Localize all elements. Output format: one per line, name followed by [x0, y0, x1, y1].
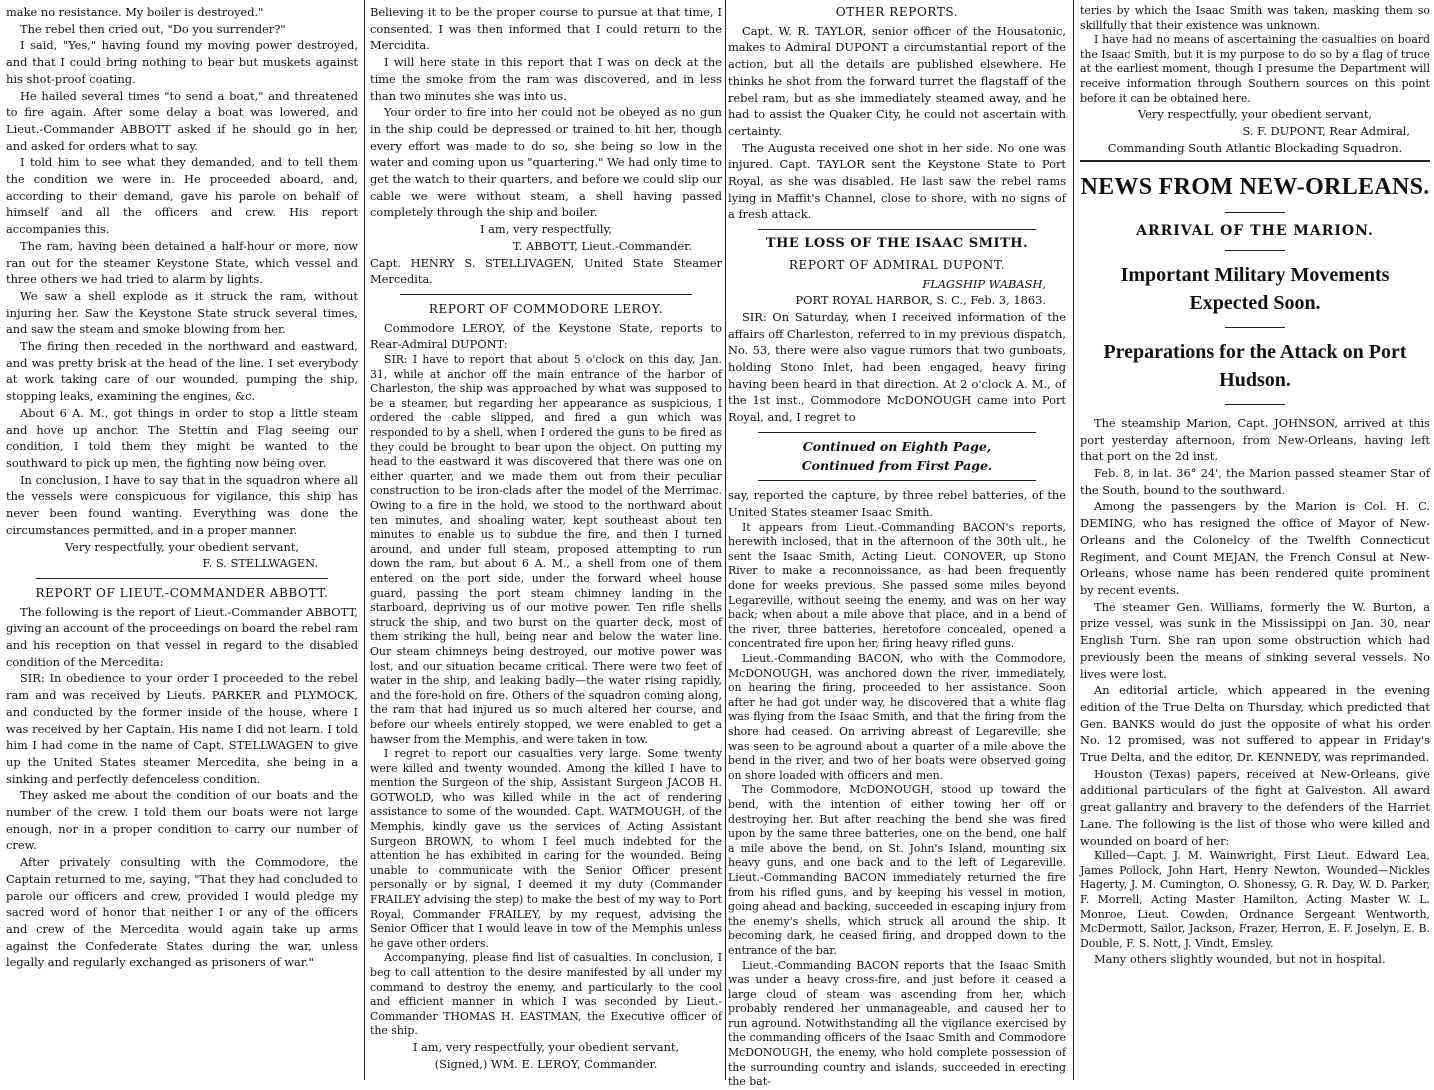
paragraph: I will here state in this report that I was on deck at the time the smoke from the ram was discovered, and in less than two minutes she was into us. [370, 55, 722, 103]
paragraph: He hailed several times "to send a boat," and threatened to fire again. After some delay a boat was lowered, and Lieut.-Commander ABBOTT asked if he should go in her, and asked for orders what to say. [6, 88, 358, 153]
paragraph: An editorial article, which appeared in the evening edition of the True Delta on Thursday, which predicted that Gen. BANKS would do just the opposite of what his order No. 12 promised, was not suffered to appear in Friday's True Delta, and the editor, Dr. KENNEDY, was reprimanded. [1080, 683, 1430, 765]
paragraph: The rebel then cried out, "Do you surrender?" [20, 21, 286, 36]
paragraph: Lieut.-Commanding BACON, who with the Commodore, McDONOUGH, was anchored down the river, immediately, on hearing the firing, proceeded to her assistance. Soon after he had got under way, he discovered that a white flag was flying from the Isaac Smith, and that the firing from the shore had ceased. On arriving abreast of Legareville, she was seen to be aground about a quarter of a mile above the bend in the river, and two of her boats were observed going on shore loaded with officers and men. [728, 652, 1066, 782]
section-divider [758, 229, 1036, 230]
paragraph: Many others slightly wounded, but not in hospital. [1094, 952, 1386, 967]
paragraph: I regret to report our casualties very large. Some twenty were killed and twenty wounded. Among the killed I have to mention the Surgeon of the ship, Assistant Surgeon JACOB H. GOTWOLD, who was killed while in the act of rendering assistance to some of the wounded. Capt. WATMOUGH, of the Memphis, kindly gave us the services of Acting Assistant Surgeon BROWN, to whom I feel much indebted for the attention he has exhibited in caring for the wounded. Being unable to communicate with the Senior Officer present personally or by signal, I deemed it my duty (Commander FRAILEY advising the step) to make the best of my way to Port Royal, Commander FRAILEY, by my request, advising the Senior Officer that I would leave in tow of the Memphis unless he gave other orders. [370, 747, 722, 950]
paragraph: They asked me about the condition of our boats and the number of the crew. I told them our boats were not large enough, nor in a proper condition to carry our number of crew. [6, 788, 358, 853]
closing-line: Very respectfully, your obedient servant, [64, 539, 300, 554]
paragraph: Commodore LEROY, of the Keystone State, reports to Rear-Admiral DUPONT: [370, 320, 722, 352]
section-divider [1225, 404, 1285, 405]
paragraph: The ram, having been detained a half-hour or more, now ran out for the steamer Keystone State, which vessel and three others we had tried to alarm by lights. [6, 238, 358, 287]
paragraph: Killed—Capt. J. M. Wainwright, First Lieut. Edward Lea, James Pollock, John Hart, Henry Newton. Wounded—Nickles Hagerty, J. M. Cumington, O. Shonessy, G. R. Day, W. D. Parker, F. Morrell, Acting Master Hamilton, Acting Master W. L. Monroe, Lieut. Cowden, Ordnance Sergeant Wentworth, McDermott, Sailor, Jackson, Frazer, Herron, E. F. Joselyn, E. B. Double, F. S. Nott, J. Vindt, Emsley. [1080, 849, 1430, 950]
paragraph: The firing then receded in the northward and eastward, and was pretty brisk at the head of the line. I set everybody at work taking care of our wounded, pumping the ship, stopping leaks, examining the engines, &c. [6, 339, 358, 404]
paragraph: Lieut.-Commanding BACON reports that the Isaac Smith was under a heavy cross-fire, and just before it ceased a large cloud of steam was ascending from her, which probably rendered her unmanageable, and caused her to run aground. Notwithstanding all the vigilance exercised by the commanding officers of the Isaac Smith and Commodore McDONOUGH, the enemy, who hold complete possession of the surrounding country and islands, succeeded in erecting the bat- [728, 958, 1066, 1089]
paragraph: I have had no means of ascertaining the casualties on board the Isaac Smith, but it is my purpose to do so by a flag of truce at the earliest moment, though I presume the Department will receive information through Southern sources on this point before it can be obtained here. [1080, 33, 1430, 105]
paragraph: About 6 A. M., got things in order to stop a little steam and hove up anchor. The Stettin and Flag seeing our condition, I told them they might be wanted to the southward to pick up men, the fighting now being over. [6, 405, 358, 470]
section-divider [758, 432, 1036, 433]
dateline: PORT ROYAL HARBOR, S. C., Feb. 3, 1863. [795, 293, 1046, 308]
paragraph: The following is the report of Lieut.-Commander ABBOTT, giving an account of the proceedings on board the rebel ram and his reception on that vessel in regard to the disabled condition of the Mercedita: [6, 604, 358, 669]
paragraph: The Commodore, McDONOUGH, stood up toward the bend, with the intention of either towing her off or destroying her. But after reaching the bend she was fired upon by the same three batteries, one on the bend, one half a mile above the bend, on St. John's Island, mounting six heavy guns, and one back and to the left of Legareville. Lieut.-Commanding BACON immediately returned the fire from his rifled guns, and by keeping his vessel in motion, going ahead and backing, succeeded in escaping injury from the enemy's shells, which struck all around the ship. It becoming dark, he ceased firing, and dropped down to the entrance of the bar. [728, 783, 1066, 957]
paragraph: Among the passengers by the Marion is Col. H. C. DEMING, who has resigned the office of Mayor of New-Orleans and the Colonelcy of the Twelfth Connecticut Regiment, and Count MEJAN, the French Consul at New-Orleans, whose name has been rendered quite prominent by recent events. [1080, 499, 1430, 597]
section-heading: OTHER REPORTS. [835, 5, 959, 19]
paragraph: In conclusion, I have to say that in the squadron where all the vessels were conspicuous for vigilance, this ship has never been found wanting. Everything was done the circumstances permitted, and in a proper manner. [6, 472, 358, 537]
section-divider [1225, 212, 1285, 213]
column-3 [728, 4, 1066, 1089]
deck-heading: Preparations for the Attack on Port Hudson. [1103, 340, 1407, 391]
paragraph: Your order to fire into her could not be obeyed as no gun in the ship could be depressed or trained to hit her, though every effort was made to do so, she being so low in the water and coming upon us "quartering." We had only time to get the watch to their quarters, and before we could slip our cable we were without steam, a shell having passed completely through the ship and boiler. [370, 105, 722, 220]
paragraph: SIR: In obedience to your order I proceeded to the rebel ram and was received by Lieuts. PARKER and PLYMOCK, and conducted by the former inside of the house, where I was received by her Captain. His name I did not learn. I told him I had come in the name of Capt. STELLWAGEN to give up the United States steamer Mercedita, she being in a sinking and perfectly defenceless condition. [6, 671, 358, 786]
paragraph: I said, "Yes," having found my moving power destroyed, and that I could bring nothing to bear but muskets against his shot-proof coating. [6, 38, 358, 86]
paragraph: SIR: I have to report that about 5 o'clock on this day, Jan. 31, while at anchor off the main entrance of the harbor of Charleston, the ship was approached by what was supposed to be a steamer, but regarding her appearance as suspicious, I ordered the cable slipped, and fired a gun which was responded to by a shell, when I ordered the guns to be fired as they could be brought to bear upon the object. On putting my head to the eastward it was discovered that there was one on either quarter, and we made them out from their peculiar construction to be iron-clads after the model of the Merrimac. Owing to a fire in the hold, we stood to the northward about ten minutes, and shoaling water, kept southeast about ten minutes to enable us to subdue the fire, and then I turned around, and under full steam, proposed attempting to run down the ram, but about 6 A. M., a shell from one of them entered on the port side, under the forward wheel house guard, passing the port steam chimney landing in the starboard, depriving us of our motive power. Ten rifle shells struck the ship, and two burst on the quarter deck, most of them striking the hull, being near and below the water line. Our steam chimneys being destroyed, our motive power was lost, and our situation became critical. There were two feet of water in the ship, and leaking badly—the water rising rapidly, and the fore-hold on fire. Others of the squadron coming along, the ram that had injured us so much altered her course, and before our wheels entirely stopped, we were enabled to get a hawser from the Memphis, and were taken in tow. [370, 353, 722, 746]
paragraph: We saw a shell explode as it struck the ram, without injuring her. Saw the Keystone State struck several times, and saw the steam and smoke blowing from her. [6, 288, 358, 337]
section-heading: REPORT OF LIEUT.-COMMANDER ABBOTT. [35, 585, 329, 600]
paragraph: It appears from Lieut.-Commanding BACON's reports, herewith inclosed, that in the afternoon of the 30th ult., he sent the Isaac Smith, Acting Lieut. CONOVER, up Stono River to make a reconnoissance, as had been frequently done for weeks previous. She passed some miles beyond Legareville, without seeing the enemy, and was on her way back; when about a mile above that place, and in a bend of the river, three batteries, heretofore concealed, opened a concentrated fire upon her, firing heavy rifled guns. [728, 520, 1066, 651]
paragraph: Accompanying, please find list of casualties. In conclusion, I beg to call attention to the desire manifested by all under my command to destroy the enemy, and particularly to the cool and efficient manner in which I was seconded by Lieut.-Commander THOMAS H. EASTMAN, the Executive officer of the ship. [370, 951, 722, 1038]
subheadline: ARRIVAL OF THE MARION. [1136, 223, 1374, 240]
paragraph: SIR: On Saturday, when I received information of the affairs off Charleston, referred to in my previous dispatch, No. 53, there were also vague rumors that two gunboats, holding Stono Inlet, had been engaged, heavy firing having been heard in that direction. At 2 o'clock A. M., of the 1st inst., Commodore McDONOUGH came into Port Royal, and, I regret to [728, 309, 1066, 425]
paragraph: Capt. W. R. TAYLOR, senior officer of the Housatonic, makes to Admiral DUPONT a circumstantial report of the action, but all the details are published elsewhere. He thinks he shot from the forward turret the flagstaff of the rebel ram, but as she immediately steamed away, and he had to assist the Quaker City, he could not ascertain with certainty. [728, 23, 1066, 138]
section-divider [1225, 250, 1285, 251]
headline: NEWS FROM NEW-ORLEANS. [1080, 174, 1430, 201]
signature: T. ABBOTT, Lieut.-Commander. [512, 238, 692, 253]
continued-notice: Continued from First Page. [801, 457, 993, 473]
column-2 [370, 4, 722, 1076]
addressee: Capt. HENRY S. STELLIVAGEN, United State Steamer Mercedita. [370, 255, 722, 287]
signature-title: Commanding South Atlantic Blockading Squadron. [1107, 140, 1403, 155]
subheading: REPORT OF ADMIRAL DUPONT. [788, 257, 1006, 272]
section-divider [758, 480, 1036, 481]
paragraph: Houston (Texas) papers, received at New-Orleans, give additional particulars of the fight at Galveston. All award great gallantry and bravery to the defenders of the Harriet Lane. The following is the list of those who were killed and wounded on board of her: [1080, 766, 1430, 848]
paragraph: The steamship Marion, Capt. JOHNSON, arrived at this port yesterday afternoon, from New-Orleans, having left that port on the 2d inst. [1080, 415, 1430, 464]
closing-line: Very respectfully, your obedient servant, [1137, 107, 1373, 122]
paragraph: After privately consulting with the Commodore, the Captain returned to me, saying, "That they had concluded to parole our officers and crew, provided I would pledge my sacred word of honor that neither I or any of the officers and crew of the Mercedita would again take up arms against the Confederate States during the war, unless legally and regularly exchanged as prisoners of war." [6, 855, 358, 970]
closing-line: I am, very respectfully, your obedient servant, [412, 1039, 680, 1054]
paragraph: teries by which the Isaac Smith was taken, masking them so skillfully that their existence was unknown. [1080, 4, 1430, 32]
paragraph: The Augusta received one shot in her side. No one was injured. Capt. TAYLOR sent the Keystone State to Port Royal, as she was disabled. He last saw the rebel rams lying in Maffit's Channel, close to shore, with no signs of a fresh attack. [728, 140, 1066, 222]
paragraph: Believing it to be the proper course to pursue at that time, I consented. I was then informed that I could return to the Mercidita. [370, 5, 722, 53]
paragraph: The steamer Gen. Williams, formerly the W. Burton, a prize vessel, was sunk in the Mississippi on Jan. 30, near English Turn. She ran upon some obstruction which had previously been the means of sinking several vessels. No lives were lost. [1080, 599, 1430, 681]
section-divider [1080, 160, 1430, 162]
paragraph: say, reported the capture, by three rebel batteries, of the United States steamer Isaac Smith. [728, 488, 1066, 519]
section-divider [36, 578, 328, 579]
column-4 [1080, 4, 1430, 1076]
dateline: FLAGSHIP WABASH, [922, 276, 1046, 291]
column-rule [725, 0, 726, 1080]
paragraph: make no resistance. My boiler is destroyed." [6, 5, 264, 19]
section-divider [1225, 327, 1285, 328]
column-rule [1073, 0, 1074, 1080]
paragraph: I told him to see what they demanded, and to tell them the condition we were in. He proceeded aboard, and, according to their demand, gave his parole on behalf of himself and all the officers and crew. His report accompanies this. [6, 155, 358, 237]
deck-heading: Important Military Movements Expected Soon. [1120, 263, 1390, 314]
section-heading: THE LOSS OF THE ISAAC SMITH. [765, 236, 1029, 252]
paragraph: Feb. 8, in lat. 36° 24', the Marion passed steamer Star of the South, bound to the southward. [1080, 466, 1430, 497]
column-rule [364, 0, 365, 1080]
column-1 [6, 4, 358, 1076]
signature: F. S. STELLWAGEN. [202, 556, 318, 571]
section-heading: REPORT OF COMMODORE LEROY. [428, 301, 664, 316]
closing-line: I am, very respectfully, [479, 222, 613, 237]
section-divider [400, 294, 692, 295]
signature: (Signed,) WM. E. LEROY, Commander. [434, 1056, 658, 1071]
signature: S. F. DUPONT, Rear Admiral, [1242, 123, 1410, 138]
continued-notice: Continued on Eighth Page, [802, 438, 992, 454]
